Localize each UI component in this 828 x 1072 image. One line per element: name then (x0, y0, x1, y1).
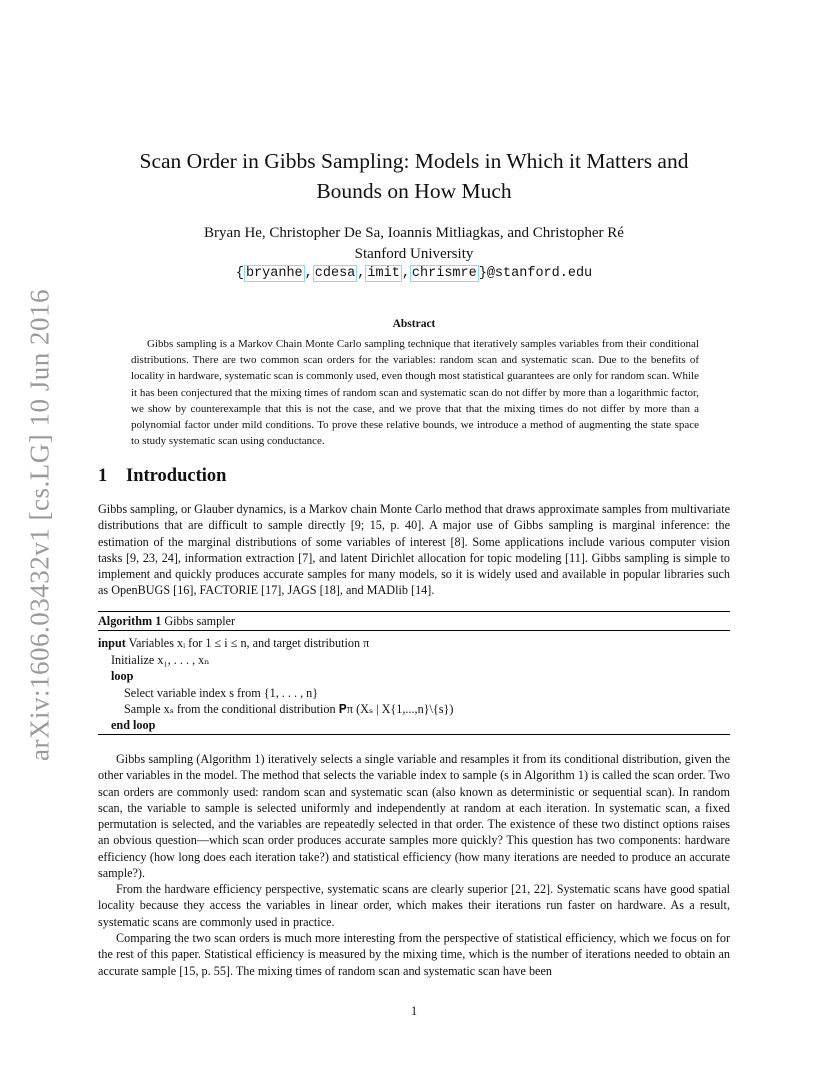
email-brace-open: { (235, 266, 244, 281)
abstract-text: Gibbs sampling is a Markov Chain Monte Carlo sampling technique that iteratively samples variables from their conditional distributions. There are two common scan orders for the variables: random scan and systematic scan. Due to the benefits of locality in hardware, systematic scan is commonly used, even though most statistical guarantees are only for random scan. While it has been conjectured that the mixing times of random scan and systematic scan do not differ by more than a logarithmic factor, we show by counterexample that this is not the case, and we prove that that the mixing times do not differ by more than a polynomial factor under mild conditions. To prove these relative bounds, we introduce a method of augmenting the state space to study systematic scan using conductance. (131, 338, 699, 448)
email-separator: , (401, 266, 410, 281)
intro-paragraph: Gibbs sampling, or Glauber dynamics, is a Markov chain Monte Carlo method that draws approximate samples from multivariate distributions that are difficult to sample directly [9; 15, p. 40]. A major use of Gibbs sampling is marginal inference: the estimation of the marginal distributions of some variables of interest [8]. Some applications include various computer vision tasks [9, 23, 24], information extraction [7], and latent Dirichlet allocation for topic modeling [11]. Gibbs sampling is simple to implement and quickly produces accurate samples for many models, so it is widely used and available in popular libraries such as OpenBUGS [16], FACTORIE [17], JAGS [18], and MADlib [14]. (98, 502, 730, 598)
loop-keyword: loop (111, 669, 134, 683)
algorithm-box (98, 611, 730, 735)
email-domain: }@stanford.edu (478, 266, 593, 281)
author-names: Bryan He, Christopher De Sa, Ioannis Mitliagkas, and Christopher Ré (204, 225, 624, 241)
abstract-heading: Abstract (392, 318, 436, 330)
email-link-cdesa[interactable]: cdesa (314, 266, 356, 281)
algorithm-title: Gibbs sampler (164, 614, 236, 628)
email-link-imit[interactable]: imit (367, 266, 400, 281)
page-number: 1 (410, 1004, 418, 1018)
section-number: 1 (98, 466, 108, 486)
affiliation: Stanford University (354, 246, 474, 262)
author-block (98, 223, 730, 265)
title-line-2: Bounds on How Much (316, 179, 512, 203)
section-heading-introduction (98, 466, 226, 487)
email-link-chrismre[interactable]: chrismre (411, 266, 477, 281)
input-keyword: input (98, 636, 126, 650)
arxiv-identifier: arXiv:1606.03432v1 [cs.LG] 10 Jun 2016 (24, 289, 55, 761)
author-emails (98, 264, 730, 284)
algorithm-rule-bottom (98, 734, 730, 735)
email-link-bryanhe[interactable]: bryanhe (245, 266, 303, 281)
body-paragraph-hardware-efficiency: From the hardware efficiency perspective, systematic scans are clearly superior [21, 22]. Systematic scans have good spatial locality because they access the variables in linear order, which makes their iterations run faster on hardware. As a result, systematic scans are commonly used in practice. (98, 882, 730, 929)
algorithm-init-line: Initialize x₁, . . . , xₙ (111, 653, 210, 667)
algorithm-rule-mid (98, 630, 730, 631)
section-title: Introduction (126, 466, 227, 486)
algorithm-sample-line: Sample xₛ from the conditional distribution 𝐏π (Xₛ | X{1,...,n}\{s}) (124, 702, 454, 716)
title-line-1: Scan Order in Gibbs Sampling: Models in Which it Matters and (139, 149, 689, 173)
email-separator: , (304, 266, 313, 281)
algorithm-rule-top (98, 611, 730, 612)
paper-title (98, 146, 730, 206)
algorithm-caption (98, 614, 235, 629)
body-paragraph-statistical-efficiency: Comparing the two scan orders is much more interesting from the perspective of statistical efficiency, which we focus on for the rest of this paper. Statistical efficiency is measured by the mixing time, which is the number of iterations needed to obtain an accurate sample [15, p. 55]. The mixing times of random scan and systematic scan have been (98, 931, 730, 978)
algorithm-label: Algorithm 1 (98, 614, 162, 628)
end-loop-keyword: end loop (111, 718, 156, 732)
input-text: Variables xᵢ for 1 ≤ i ≤ n, and target distribution π (128, 636, 370, 650)
algorithm-input-line (98, 635, 369, 651)
algorithm-select-line: Select variable index s from {1, . . . , n} (124, 686, 319, 700)
email-separator: , (357, 266, 366, 281)
body-paragraph-scan-order: Gibbs sampling (Algorithm 1) iteratively selects a single variable and resamples it from its conditional distribution, given the other variables in the model. The method that selects the variable index to sample (s in Algorithm 1) is called the scan order. Two scan orders are commonly used: random scan and systematic scan (also known as deterministic or sequential scan). In random scan, the variable to sample is selected uniformly and independently at random at each iteration. In systematic scan, a fixed permutation is selected, and the variables are repeatedly selected in that order. The existence of these two distinct options raises an obvious question—which scan order produces accurate samples more quickly? This question has two components: hardware efficiency (how long does each iteration take?) and statistical efficiency (how many iterations are needed to produce an accurate sample?). (98, 752, 730, 881)
